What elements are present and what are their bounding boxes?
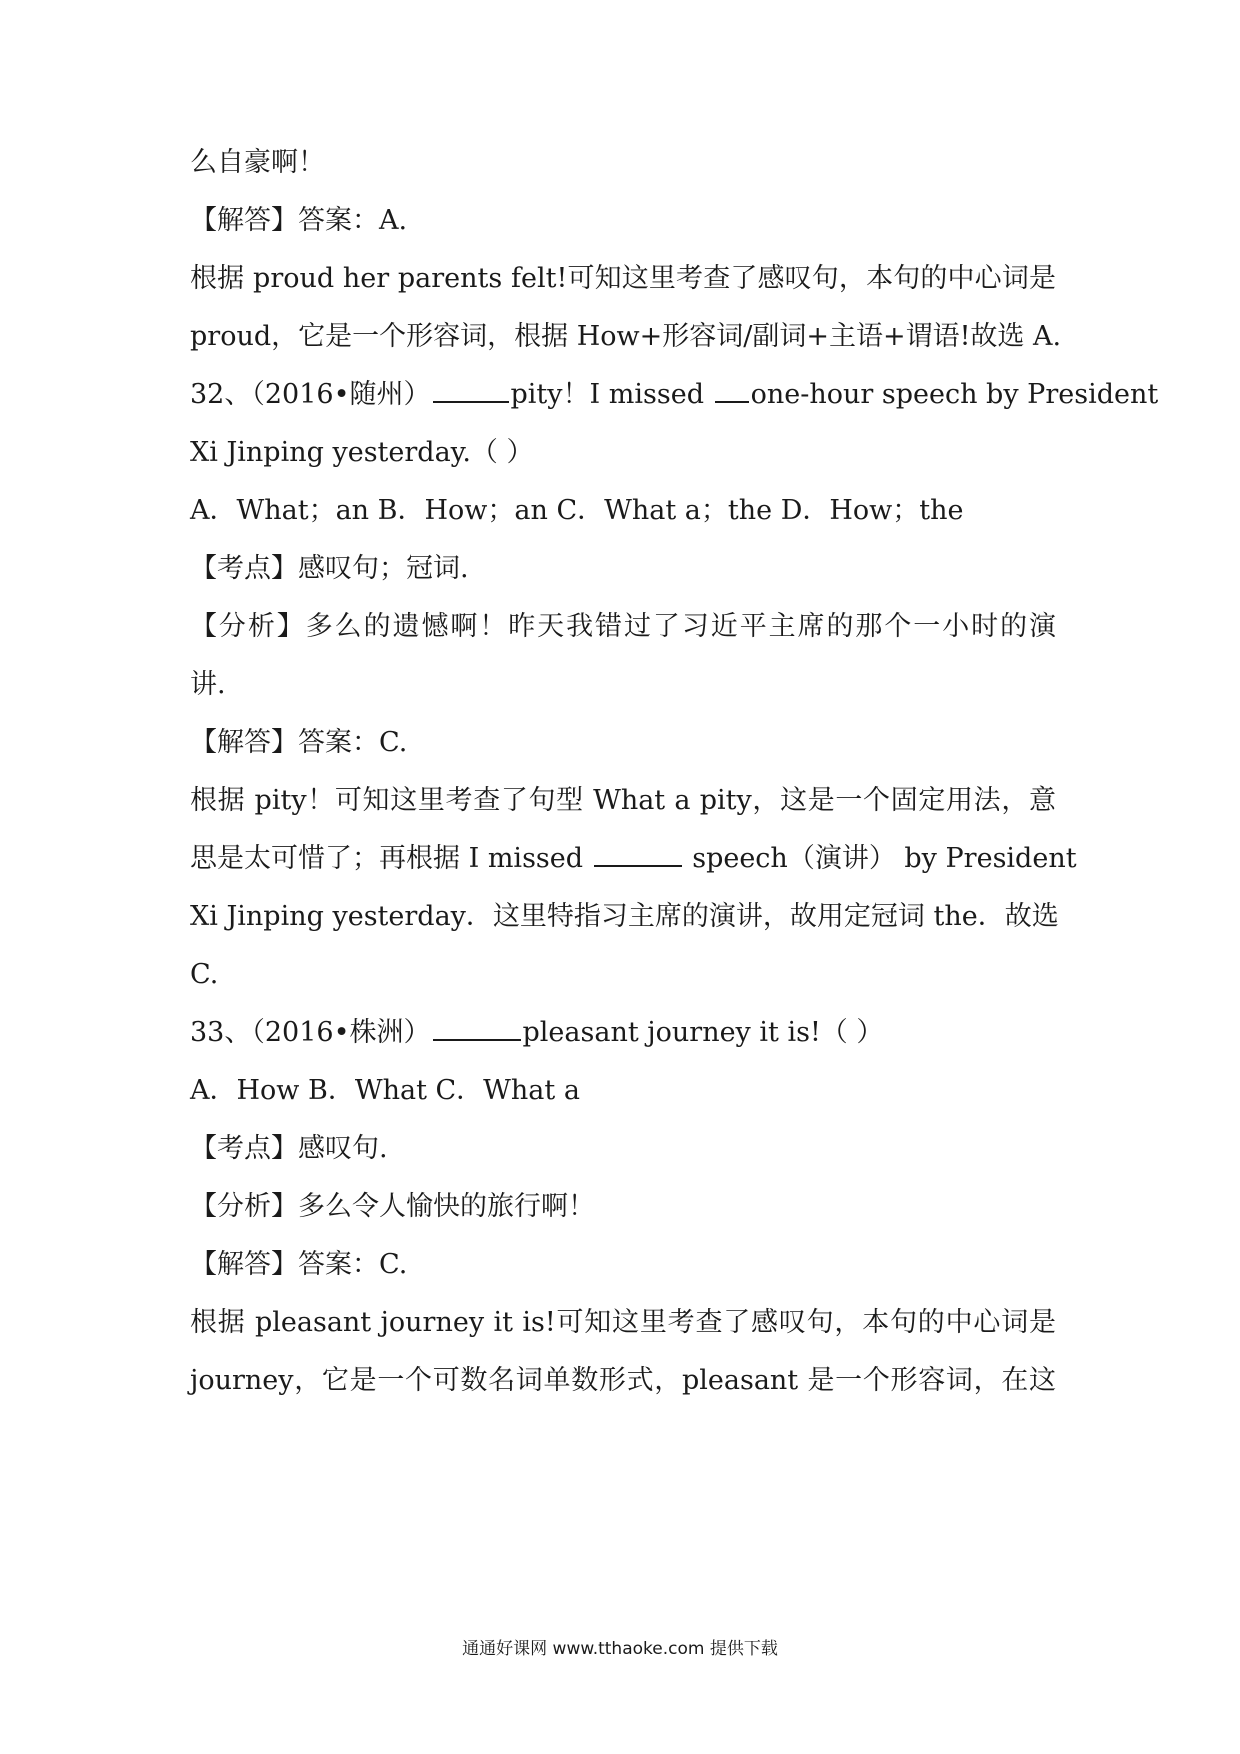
answer-blank [715,375,749,403]
analysis-line: 【分析】多么的遗憾啊！昨天我错过了习近平主席的那个一小时的演 [190,611,1056,642]
answer-blank [433,375,509,403]
text-line: 根据 pleasant journey it is!可知这里考查了感叹句，本句的中心词是 [190,1307,1056,1338]
text-line: journey，它是一个可数名词单数形式，pleasant 是一个形容词，在这 [190,1365,1056,1396]
question-33-line [190,1013,1056,1053]
question-32-line [190,375,1159,415]
answer-options: A．What；an B．How；an C．What a；the D．How；the [190,495,964,526]
answer-heading: 【解答】答案：A. [190,205,408,236]
answer-options: A．How B．What C．What a [190,1075,580,1106]
text-line: 根据 pity！可知这里考查了句型 What a pity，这是一个固定用法，意 [190,785,1056,816]
question-number: 33、（2016•株洲） [190,1017,431,1048]
question-text: pity！I missed [510,379,713,410]
topic-heading: 【考点】感叹句. [190,1133,388,1164]
text-line: proud，它是一个形容词，根据 How+形容词/副词+主语+谓语!故选 A. [190,321,1062,352]
analysis-line: 【分析】多么令人愉快的旅行啊！ [190,1191,595,1222]
question-text: one-hour speech by President [750,379,1159,410]
text-line-with-blank [190,839,1077,879]
answer-blank [594,839,682,867]
page-footer: 通通好课网 www.tthaoke.com 提供下载 [462,1639,778,1659]
text-line: 根据 proud her parents felt!可知这里考查了感叹句，本句的中心词是 [190,263,1056,294]
text-segment: speech（演讲） by President [683,843,1077,874]
topic-heading: 【考点】感叹句；冠词. [190,553,469,584]
answer-heading: 【解答】答案：C. [190,727,408,758]
text-line: Xi Jinping yesterday.（ ） [190,437,534,468]
text-line: 讲. [190,669,226,700]
text-segment: 思是太可惜了；再根据 I missed [190,843,592,874]
question-text: pleasant journey it is!（ ） [522,1017,884,1048]
text-line: Xi Jinping yesterday．这里特指习主席的演讲，故用定冠词 the．故选 [190,901,1059,932]
answer-blank [433,1013,521,1041]
text-line: C. [190,959,219,990]
question-number: 32、（2016•随州） [190,379,431,410]
text-line: 么自豪啊！ [190,147,325,178]
answer-heading: 【解答】答案：C. [190,1249,408,1280]
